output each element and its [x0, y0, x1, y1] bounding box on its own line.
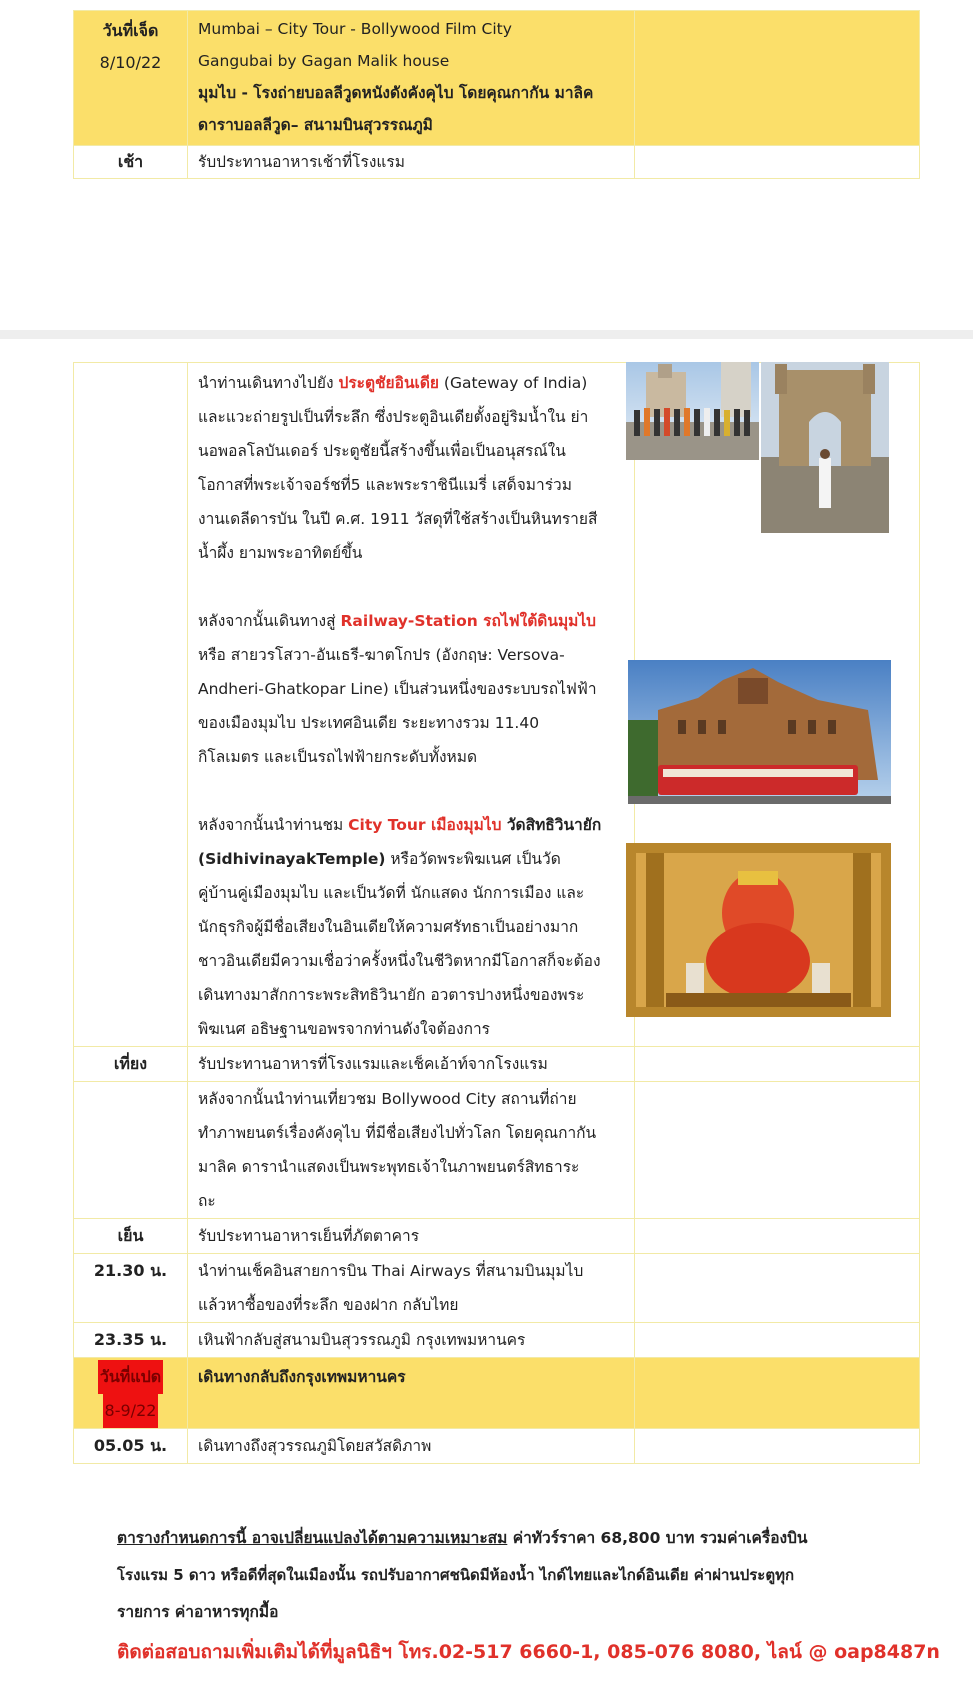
checkin-line: แล้วหาซื้อของที่ระลึก ของฝาก กลับไทย	[198, 1296, 459, 1314]
city-tour-name: City Tour เมืองมุมไบ	[348, 816, 502, 834]
activity-cell	[188, 1429, 635, 1464]
day7-header-row	[74, 11, 920, 146]
gateway-line: และแวะถ่ายรูปเป็นที่ระลึก ซึ่งประตูอินเดียตั้งอยู่ริมน้ำใน ย่า	[198, 408, 589, 426]
day8-cell	[74, 1358, 188, 1429]
time-cell	[74, 146, 188, 179]
footer-line: โรงแรม 5 ดาว หรือดีที่สุดในเมืองนั้น รถปรับอากาศชนิดมีห้องน้ำ ไกด์ไทยและไกด์อินเดีย ค่าผ่านประตูทุก	[117, 1566, 795, 1584]
temple-line	[198, 808, 628, 842]
page-gap	[0, 330, 973, 339]
temple-line: ชาวอินเดียมีความเชื่อว่าครั้งหนึ่งในชีวิตหากมีโอกาสก็จะต้อง	[198, 952, 601, 970]
empty-cell	[635, 1254, 920, 1323]
gateway-line	[198, 366, 628, 400]
temple-photo-image	[626, 843, 891, 1017]
empty-cell	[635, 1358, 920, 1429]
empty-cell	[635, 1082, 920, 1219]
bollywood-cell	[188, 1082, 635, 1219]
day8-header-row	[74, 1358, 920, 1429]
empty-cell	[635, 1219, 920, 1254]
footer-line	[117, 1520, 937, 1557]
day8-date: 8-9/22	[103, 1394, 159, 1428]
text: นำท่านเดินทางไปยัง	[198, 374, 339, 392]
bollywood-line: หลังจากนั้นนำท่านเที่ยวชม Bollywood City สถานที่ถ่าย	[198, 1090, 577, 1108]
time-cell	[74, 1082, 188, 1219]
railway-line: Andheri-Ghatkopar Line) เป็นส่วนหนึ่งของระบบรถไฟฟ้า	[198, 680, 597, 698]
contact-info: ติดต่อสอบถามเพิ่มเติมได้ที่มูลนิธิฯ โทร.02-517 6660-1, 085-076 8080, ไลน์ @ oap8487n	[117, 1641, 940, 1663]
footer-notes	[117, 1520, 940, 1673]
gateway-line: งานเดลีดารบัน ในปี ค.ศ. 1911 วัสดุที่ใช้สร้างเป็นหินทรายสี	[198, 510, 598, 528]
day7-line: Mumbai – City Tour - Bollywood Film City	[198, 20, 512, 38]
empty-cell	[635, 146, 920, 179]
time-cell	[74, 1047, 188, 1082]
text: หรือวัดพระพิฆเนศ เป็นวัด	[385, 850, 561, 868]
bollywood-line: ถะ	[198, 1192, 216, 1210]
morning-text: รับประทานอาหารเช้าที่โรงแรม	[198, 153, 405, 171]
morning-time: เช้า	[117, 152, 144, 171]
empty-cell	[635, 11, 920, 146]
day7-cell	[74, 11, 188, 146]
group-photo-image	[626, 362, 759, 460]
railway-line: ของเมืองมุมไบ ประเทศอินเดีย ระยะทางรวม 11.40	[198, 714, 540, 732]
footer-line: รายการ ค่าอาหารทุกมื้อ	[117, 1603, 279, 1621]
noon-text: รับประทานอาหารที่โรงแรมและเช็คเอ้าท์จากโรงแรม	[198, 1055, 548, 1073]
temple-line: นักธุรกิจผู้มีชื่อเสียงในอินเดียให้ความศรัทธาเป็นอย่างมาก	[198, 918, 579, 936]
temple-english-name: (SidhivinayakTemple)	[198, 850, 386, 868]
text: หลังจากนั้นเดินทางสู่	[198, 612, 341, 630]
day7-line: มุมไบ - โรงถ่ายบอลลีวูดหนังดังคังคุไบ โดยคุณกากัน มาลิค	[198, 84, 594, 102]
text: หลังจากนั้นนำท่านชม	[198, 816, 349, 834]
gateway-of-india-photo	[761, 362, 889, 533]
flight-text: เหินฟ้ากลับสู่สนามบินสุวรรณภูมิ กรุงเทพมหานคร	[198, 1331, 526, 1349]
time-cell	[74, 1219, 188, 1254]
gateway-photo-image	[761, 362, 889, 533]
gateway-line: นอพอลโลบันเดอร์ ประตูชัยนี้สร้างขึ้นเพื่อเป็นอนุสรณ์ใน	[198, 442, 566, 460]
gateway-group-photo	[626, 362, 759, 460]
activity-cell	[188, 1047, 635, 1082]
time-cell	[74, 1429, 188, 1464]
temple-line	[198, 842, 628, 876]
day8-date-line	[74, 1394, 187, 1428]
tour-price-note: ค่าทัวร์ราคา 68,800 บาท รวมค่าเครื่องบิน	[507, 1529, 808, 1547]
text: (Gateway of India)	[439, 374, 588, 392]
evening-row	[74, 1219, 920, 1254]
activity-cell	[188, 1323, 635, 1358]
activity-cell	[188, 1254, 635, 1323]
railway-photo-image	[628, 660, 891, 804]
day7-label: วันที่เจ็ด	[102, 21, 159, 40]
time-cell	[74, 1323, 188, 1358]
time-cell	[74, 1254, 188, 1323]
activity-cell	[188, 146, 635, 179]
bollywood-line: ทำภาพยนตร์เรื่องคังคุไบ ที่มีชื่อเสียงไปทั่วโลก โดยคุณกากัน	[198, 1124, 597, 1142]
flight-time: 23.35 น.	[93, 1330, 168, 1349]
sightseeing-cell	[188, 363, 635, 1047]
temple-line: คู่บ้านคู่เมืองมุมไบ และเป็นวัดที่ นักแสดง นักการเมือง และ	[198, 884, 585, 902]
day7-line: ดาราบอลลีวูด– สนามบินสุวรรณภูมิ	[198, 116, 433, 134]
siddhivinayak-temple-photo	[626, 843, 891, 1017]
gateway-name: ประตูชัยอินเดีย	[338, 374, 439, 392]
morning-row	[74, 146, 920, 179]
schedule-change-note: ตารางกำหนดการนี้ อาจเปลี่ยนแปลงได้ตามความเหมาะสม	[117, 1529, 508, 1547]
noon-time: เที่ยง	[113, 1054, 148, 1073]
bollywood-row	[74, 1082, 920, 1219]
railway-line: กิโลเมตร และเป็นรถไฟฟ้ายกระดับทั้งหมด	[198, 748, 478, 766]
evening-time: เย็น	[117, 1226, 144, 1245]
railway-line	[198, 604, 628, 638]
spacer	[198, 570, 628, 604]
day7-title-cell	[188, 11, 635, 146]
empty-cell	[635, 1047, 920, 1082]
day8-title-cell	[188, 1358, 635, 1429]
railway-name: Railway-Station รถไฟใต้ดินมุมไบ	[340, 612, 597, 630]
gateway-line: โอกาสที่พระเจ้าจอร์ชที่5 และพระราชินีแมรี่ เสด็จมาร่วม	[198, 476, 572, 494]
railway-line: หรือ สายวรโสวา-อันเธรี-ฆาตโกปร (อังกฤษ: Versova-	[198, 646, 565, 664]
itinerary-table-top	[73, 10, 920, 179]
arrival-time: 05.05 น.	[93, 1436, 168, 1455]
day8-label-line	[74, 1360, 187, 1394]
day8-label: วันที่แปด	[98, 1360, 163, 1394]
activity-cell	[188, 1219, 635, 1254]
evening-text: รับประทานอาหารเย็นที่ภัตตาคาร	[198, 1227, 420, 1245]
checkin-row	[74, 1254, 920, 1323]
time-cell	[74, 363, 188, 1047]
bollywood-line: มาลิค ดารานำแสดงเป็นพระพุทธเจ้าในภาพยนตร์สิทธาระ	[198, 1158, 580, 1176]
arrival-text: เดินทางถึงสุวรรณภูมิโดยสวัสดิภาพ	[198, 1437, 432, 1455]
day7-date: 8/10/22	[99, 53, 162, 72]
day8-title: เดินทางกลับถึงกรุงเทพมหานคร	[198, 1368, 406, 1386]
flight-row	[74, 1323, 920, 1358]
temple-line: พิฆเนศ อธิษฐานขอพรจากท่านดังใจต้องการ	[198, 1020, 490, 1038]
empty-cell	[635, 1323, 920, 1358]
empty-cell	[635, 1429, 920, 1464]
temple-line: เดินทางมาสักการะพระสิทธิวินายัก อวตารปางหนึ่งของพระ	[198, 986, 585, 1004]
arrival-row	[74, 1429, 920, 1464]
day7-line: Gangubai by Gagan Malik house	[198, 52, 450, 70]
checkin-time: 21.30 น.	[93, 1261, 168, 1280]
railway-station-photo	[628, 660, 891, 804]
noon-row	[74, 1047, 920, 1082]
spacer	[198, 774, 628, 808]
checkin-line: นำท่านเช็คอินสายการบิน Thai Airways ที่สนามบินมุมไบ	[198, 1262, 584, 1280]
gateway-line: น้ำผึ้ง ยามพระอาทิตย์ขึ้น	[198, 544, 363, 562]
temple-name: วัดสิทธิวินายัก	[501, 816, 602, 834]
